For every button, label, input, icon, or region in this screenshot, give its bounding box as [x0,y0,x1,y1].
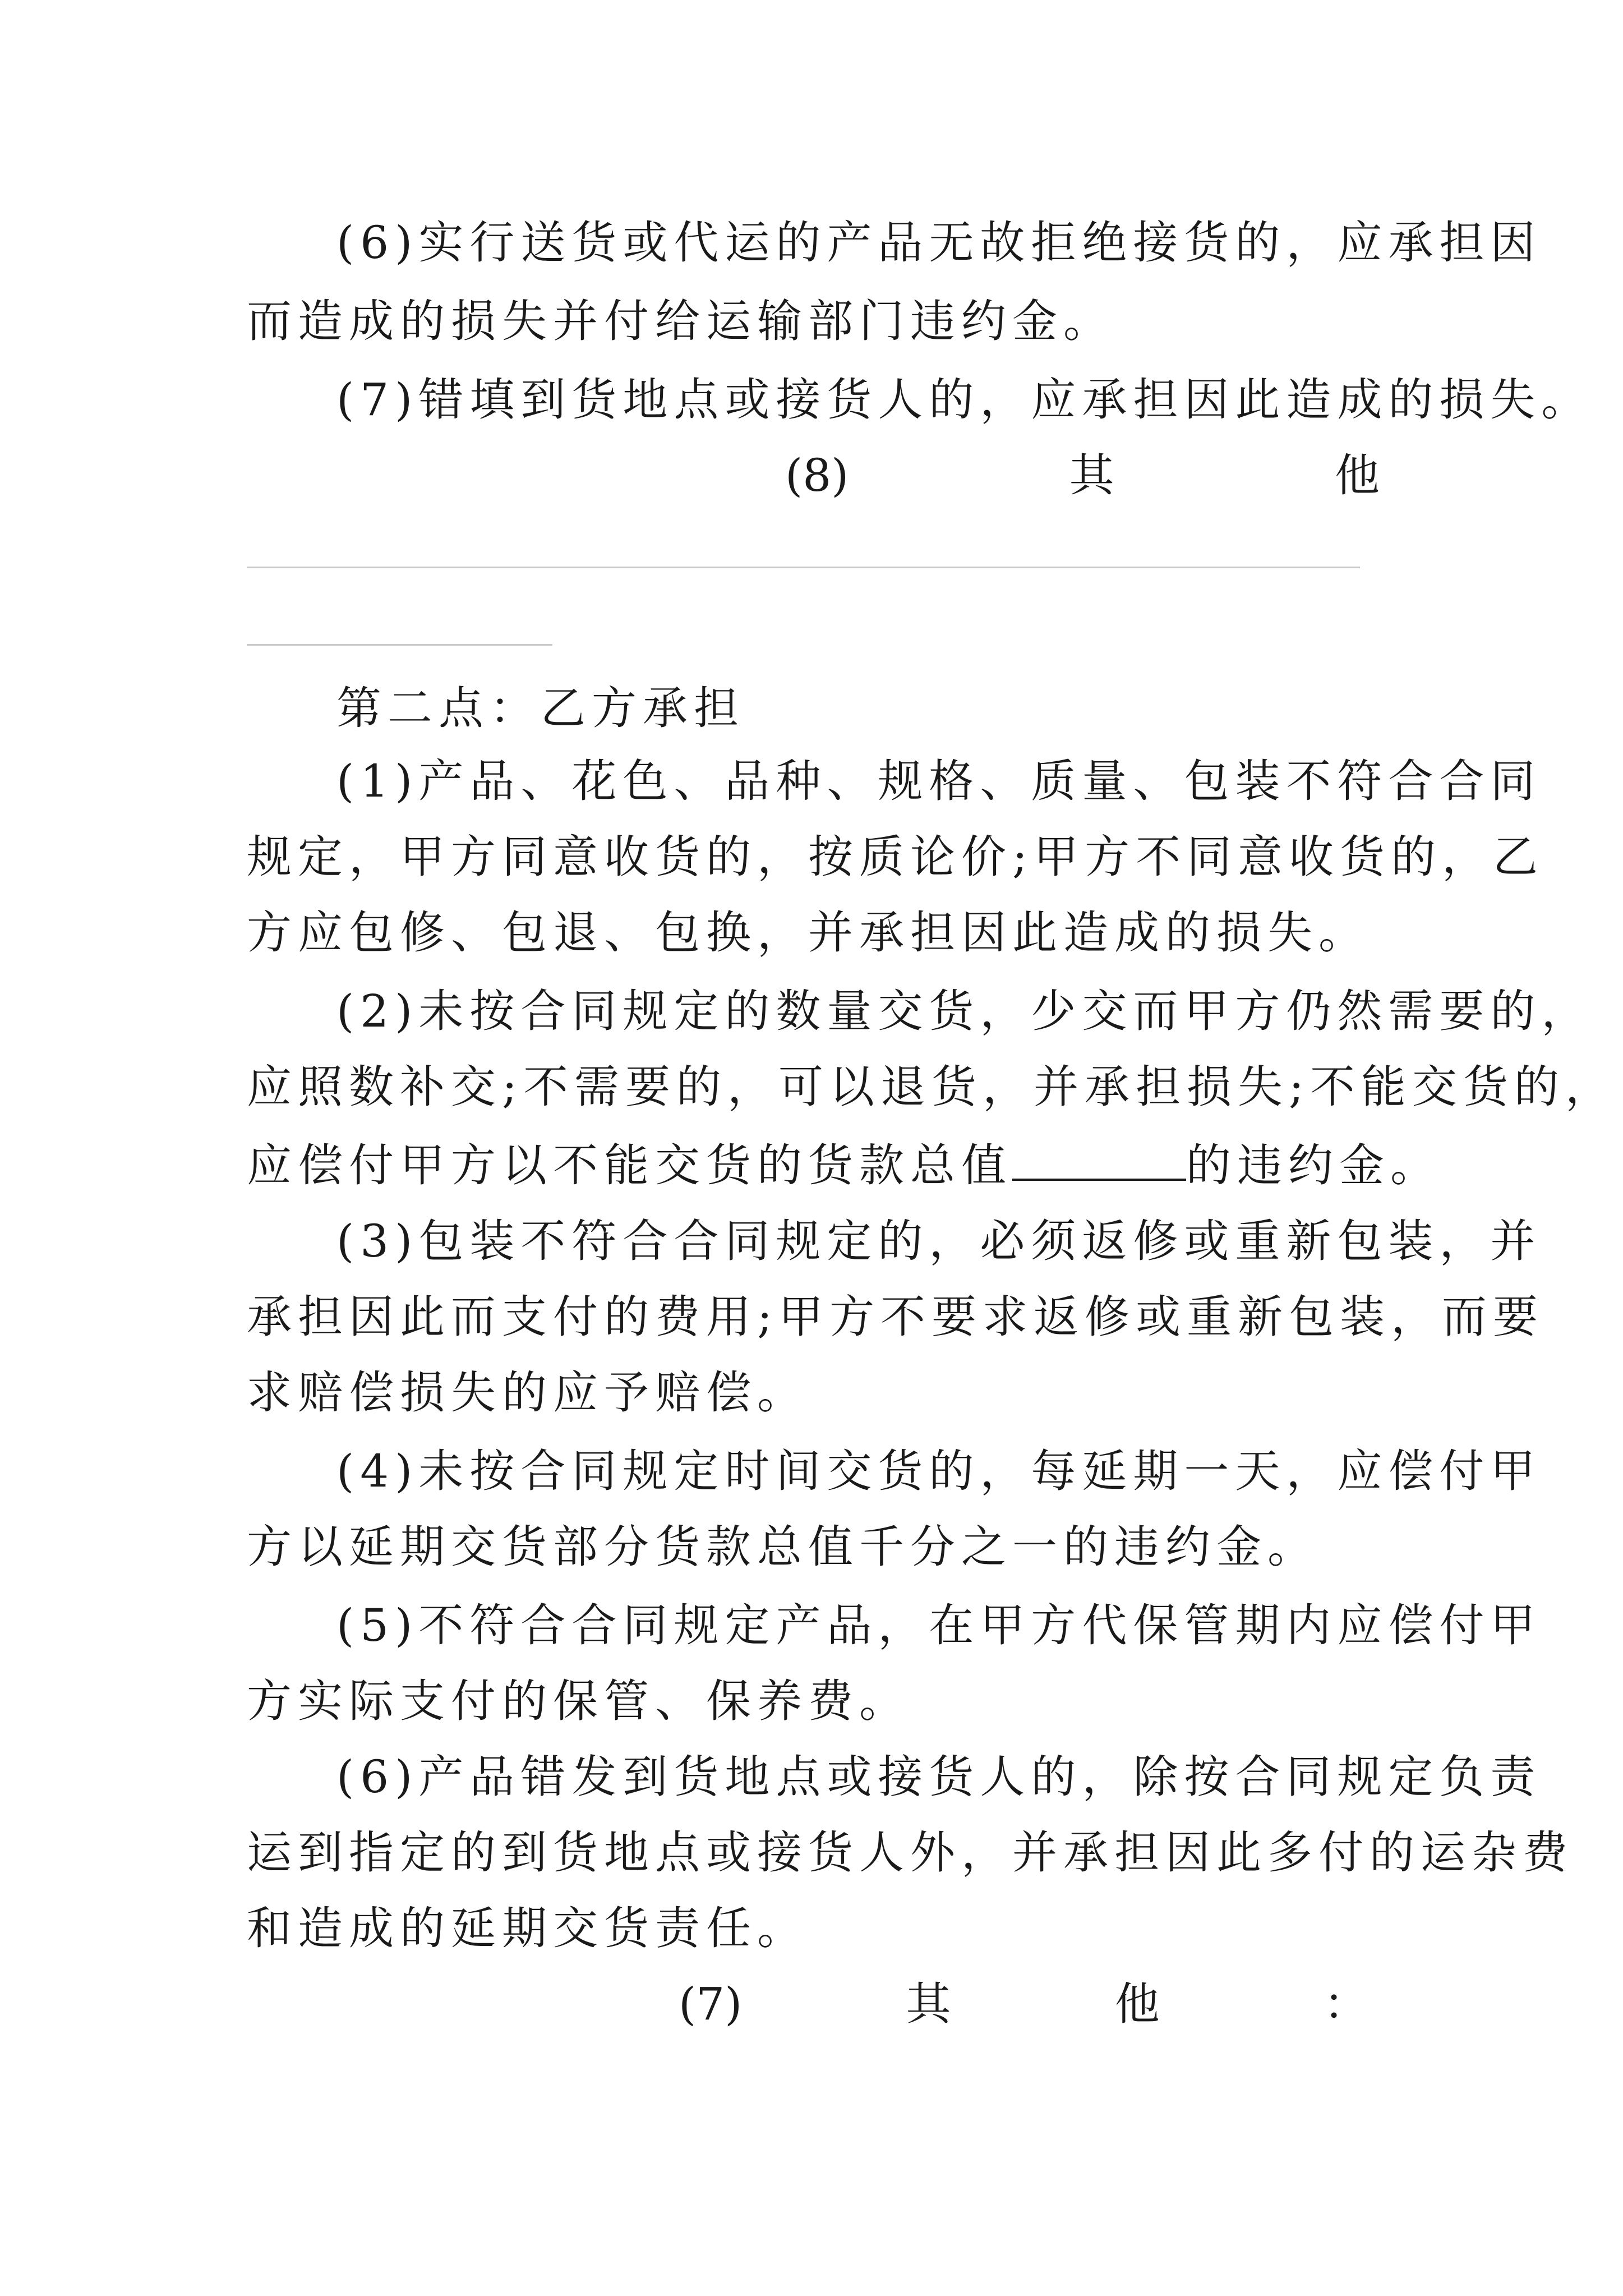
item-7-number: (7) [679,1978,743,2030]
fill-in-rule-2 [247,644,552,646]
fill-in-blank [1012,1135,1186,1181]
party-b-item-1-line-1: (1)产品、花色、品种、规格、质量、包装不符合合同 [336,755,1542,807]
party-b-item-1-line-2: 规定，甲方同意收货的，按质论价;甲方不同意收货的，乙 [247,831,1544,883]
party-b-item-2-line-1: (2)未按合同规定的数量交货，少交而甲方仍然需要的， [336,985,1593,1037]
party-b-item-6-line-2: 运到指定的到货地点或接货人外，并承担因此多付的运杂费 [247,1826,1574,1879]
party-b-item-3-line-2: 承担因此而支付的费用;甲方不要求返修或重新包装，而要 [247,1291,1544,1343]
party-b-item-4-line-1: (4)未按合同规定时间交货的，每延期一天，应偿付甲 [336,1445,1542,1497]
party-b-item-3-line-3: 求赔偿损失的应予赔偿。 [247,1366,808,1419]
party-b-item-7 [679,1976,1368,2032]
party-b-heading: 第二点：乙方承担 [336,682,745,734]
party-b-item-6-line-3: 和造成的延期交货责任。 [247,1902,808,1954]
item-8-number: (8) [785,449,849,501]
item-7-word-1: 其 [906,1978,951,2030]
party-a-item-8 [785,448,1380,504]
party-a-item-6-line-1: (6)实行送货或代运的产品无故拒绝接货的，应承担因 [336,217,1542,269]
party-a-item-7: (7)错填到货地点或接货人的，应承担因此造成的损失。 [336,374,1593,426]
party-b-item-1-line-3: 方应包修、包退、包换，并承担因此造成的损失。 [247,907,1370,959]
item-8-word-1: 其 [1069,449,1114,501]
party-a-item-6-line-2: 而造成的损失并付给运输部门违约金。 [247,295,1114,347]
fill-in-rule-1 [247,567,1360,568]
party-b-item-4-line-2: 方以延期交货部分货款总值千分之一的违约金。 [247,1521,1318,1573]
item-7-word-2: 他 [1114,1978,1160,2030]
party-b-item-5-line-1: (5)不符合合同规定产品，在甲方代保管期内应偿付甲 [336,1599,1542,1651]
item-8-word-2: 他 [1334,449,1380,501]
party-b-item-2-line-3 [247,1135,1441,1191]
item-7-colon: ： [1323,1978,1368,2030]
party-b-item-5-line-2: 方实际支付的保管、保养费。 [247,1675,910,1727]
item-2-line-3-after: 的违约金。 [1186,1139,1441,1191]
party-b-item-2-line-2: 应照数补交;不需要的，可以退货，并承担损失;不能交货的， [247,1061,1616,1113]
item-2-line-3-before: 应偿付甲方以不能交货的货款总值 [247,1139,1012,1191]
party-b-item-6-line-1: (6)产品错发到货地点或接货人的，除按合同规定负责 [336,1751,1542,1803]
party-b-item-3-line-1: (3)包装不符合合同规定的，必须返修或重新包装，并 [336,1215,1542,1267]
